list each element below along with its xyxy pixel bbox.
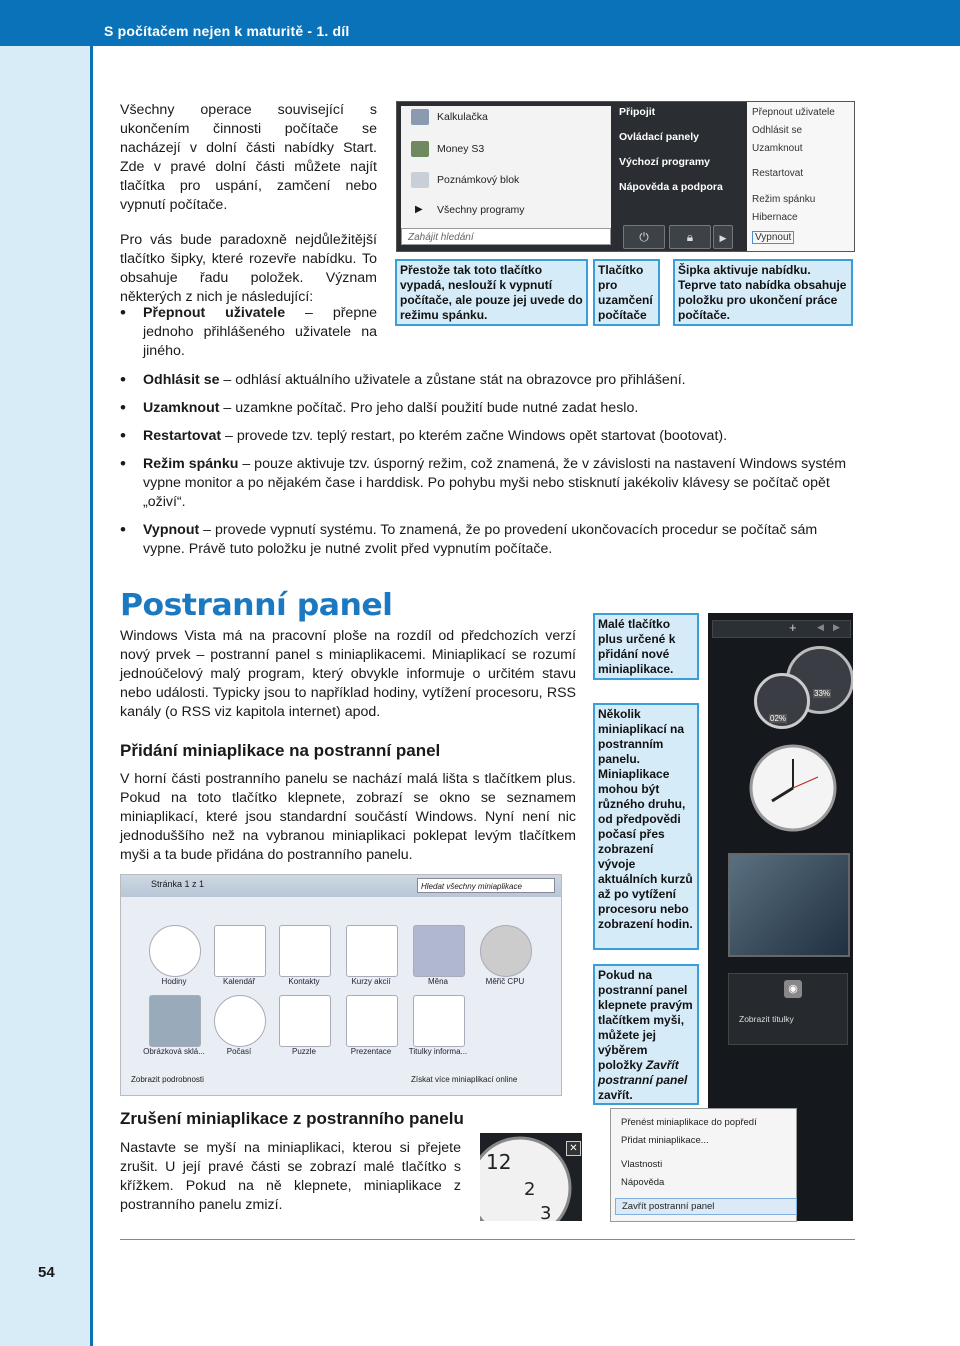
bullet-term: Režim spánku: [143, 456, 239, 472]
rss-icon: ◉: [784, 980, 802, 998]
contacts-gadget-icon[interactable]: [279, 925, 331, 977]
callout-lock: Tlačítko pro uzamčení počítače: [593, 259, 660, 326]
lock-icon: 🔒︎: [686, 230, 694, 244]
bullet-list-part1: [120, 304, 377, 370]
gallery-toolbar: [121, 875, 561, 897]
plus-icon[interactable]: +: [789, 620, 797, 635]
bullet-text: – pouze aktivuje tzv. úsporný režim, což znamená, že v závislosti na nastavení Windows systém vypne monitor a po nějakém čase i harddisk. Po pohybu myši nebo stisknutí jakékoliv klávesy se počítač opět „oživí“.: [143, 456, 847, 510]
bullet-text: – přepne jednoho přihlášeného uživatele na jiného.: [143, 305, 377, 359]
menu-item[interactable]: Odhlásit se: [752, 125, 803, 136]
left-margin-bar: [0, 46, 93, 1346]
chevron-left-icon[interactable]: ◀: [817, 622, 824, 632]
start-link[interactable]: Výchozí programy: [619, 156, 711, 168]
feed-headlines-gadget-icon[interactable]: [413, 995, 465, 1047]
rss-gadget[interactable]: [728, 973, 848, 1045]
menu-item[interactable]: Přepnout uživatele: [752, 107, 835, 118]
paragraph-remove: Nastavte se myší na miniaplikaci, kterou si přejete zrušit. U její pravé části se zobrazí malé tlačítko s křížkem. Pokud na ně klepnete, miniaplikace z postranního panelu zmizí.: [120, 1140, 461, 1213]
start-link[interactable]: Nápověda a podpora: [619, 181, 723, 193]
arrow-right-icon: ▶: [415, 204, 423, 215]
rss-label: Zobrazit titulky: [739, 1014, 794, 1024]
bullet-text: – uzamkne počítač. Pro jeho další použití bude nutné zadat heslo.: [219, 400, 639, 416]
bottom-rule: [120, 1239, 855, 1240]
start-link[interactable]: Ovládací panely: [619, 131, 699, 143]
bullet-term: Vypnout: [143, 522, 200, 538]
arrow-right-icon: ▶: [719, 233, 727, 243]
start-menu-links: [619, 106, 739, 206]
clock-gadget[interactable]: [748, 743, 838, 833]
power-icon: ⏻: [639, 230, 649, 244]
callout-plus-button: Malé tlačítko plus určené k přidání nové miniaplikace.: [593, 613, 699, 680]
picture-puzzle-gadget-icon[interactable]: [149, 995, 201, 1047]
subheading-remove: Zrušení miniaplikace z postranního panelu: [120, 1109, 464, 1128]
bullet-text: – provede vypnutí systému. To znamená, že po provedení ukončovacích procedur se počítač sám vypne. Právě tuto položku je nutné zvolit před vypnutím počítače.: [143, 522, 818, 557]
bullet-term: Odhlásit se: [143, 372, 220, 388]
slideshow-gadget-icon[interactable]: [346, 995, 398, 1047]
page-number: 54: [38, 1264, 55, 1281]
callout-emphasis: Zavřít postranní panel: [598, 1058, 688, 1087]
context-menu-item[interactable]: Přenést miniaplikace do popředí: [621, 1117, 757, 1128]
menu-item[interactable]: Režim spánku: [752, 194, 816, 205]
bullet-item: [120, 371, 860, 390]
memory-readout: 02%: [770, 714, 787, 723]
gadget-label: Hodiny: [161, 977, 187, 986]
show-details-link[interactable]: Zobrazit podrobnosti: [131, 1075, 204, 1084]
gadget-label: Kalendář: [222, 977, 256, 986]
start-item[interactable]: Money S3: [437, 143, 485, 155]
gallery-page-label: Stránka 1 z 1: [151, 879, 205, 889]
svg-text:2: 2: [524, 1179, 536, 1200]
stocks-gadget-icon[interactable]: [346, 925, 398, 977]
svg-text:12: 12: [486, 1150, 512, 1174]
shutdown-arrow-button[interactable]: [713, 225, 733, 249]
bullet-item: [120, 399, 860, 418]
puzzle-gadget-icon[interactable]: [279, 995, 331, 1047]
intro-paragraph-2: Pro vás bude paradoxně nejdůležitější tlačítko šipky, které rozevře nabídku. To obsahuje řadu položek. Význam některých z nich je následující:: [120, 232, 377, 305]
all-programs[interactable]: Všechny programy: [437, 204, 525, 216]
callout-gadgets: Několik miniaplikací na postranním panelu. Miniaplikace mohou být různého druhu, od předpovědi počasí přes zobrazení vývoje aktuálních kurzů až po vytížení procesoru nebo zobrazení hodin.: [593, 703, 699, 950]
currency-gadget-icon[interactable]: [413, 925, 465, 977]
context-menu-item-close-panel[interactable]: Zavřít postranní panel: [615, 1198, 797, 1215]
header-title: S počítačem nejen k maturitě - 1. díl: [104, 23, 350, 39]
context-menu-item[interactable]: Přidat miniaplikace...: [621, 1135, 709, 1146]
gadget-label: Měna: [427, 977, 448, 986]
weather-gadget-icon[interactable]: [214, 995, 266, 1047]
get-more-online-link[interactable]: Získat více miniaplikací online: [411, 1075, 518, 1084]
clock-gadget-icon[interactable]: [149, 925, 201, 977]
paragraph-add: V horní části postranního panelu se nachází malá lišta s tlačítkem plus. Pokud na toto tlačítko klepnete, zobrazí se okno se seznamem miniaplikací, které jsou standardní součástí Windows. Nyní není nic jednoduššího než na vybranou miniaplikaci poklepat levým tlačítkem myši a ta bude přidána do postranního panelu.: [120, 771, 576, 863]
callout-text: zavřít.: [598, 1088, 633, 1102]
menu-item-shutdown[interactable]: Vypnout: [752, 231, 794, 244]
bullet-term: Uzamknout: [143, 400, 220, 416]
lock-button[interactable]: [669, 225, 711, 249]
start-link[interactable]: Připojit: [619, 106, 656, 118]
calendar-gadget-icon[interactable]: [214, 925, 266, 977]
start-menu-programs: [401, 106, 611, 244]
slideshow-gadget[interactable]: [728, 853, 850, 957]
gadget-label: Obrázková sklá...: [143, 1047, 205, 1056]
bullet-item: [120, 304, 377, 361]
gadget-label: Měřič CPU: [485, 977, 525, 986]
callout-sleep: Přestože tak toto tlačítko vypadá, neslouží k vypnutí počítače, ale pouze jej uvede do režimu spánku.: [395, 259, 588, 326]
subheading-add: Přidání miniaplikace na postranní panel: [120, 741, 441, 760]
gadget-close-screenshot: [480, 1133, 582, 1221]
callout-arrow: Šipka aktivuje nabídku. Teprve tato nabídka obsahuje položku pro ukončení práce počítače.: [673, 259, 853, 326]
callout-close-panel: [593, 964, 699, 1105]
svg-text:3: 3: [540, 1203, 552, 1221]
money-icon: [411, 141, 429, 157]
context-menu-item[interactable]: Nápověda: [621, 1177, 665, 1188]
calculator-icon: [411, 109, 429, 125]
section-title: Postranní panel: [120, 588, 393, 623]
bullet-term: Restartovat: [143, 428, 222, 444]
chevron-right-icon[interactable]: ▶: [833, 622, 840, 632]
sidebar-context-menu: [610, 1108, 797, 1222]
start-item[interactable]: Kalkulačka: [437, 111, 488, 123]
menu-item[interactable]: Restartovat: [752, 168, 804, 179]
bullet-item: [120, 427, 860, 446]
bullet-text: – provede tzv. teplý restart, po kterém začne Windows opět startovat (bootovat).: [221, 428, 728, 444]
memory-meter-gadget: [754, 673, 810, 729]
bullet-text: – odhlásí aktuálního uživatele a zůstane stát na obrazovce pro přihlášení.: [219, 372, 686, 388]
gadget-label: Titulky informa...: [408, 1047, 468, 1056]
shutdown-menu: [747, 102, 854, 251]
gadget-label: Počasí: [226, 1047, 252, 1056]
bullet-term: Přepnout uživatele: [143, 305, 286, 321]
power-button[interactable]: [623, 225, 665, 249]
close-icon[interactable]: ✕: [566, 1141, 581, 1156]
bullet-list-part2: [120, 371, 860, 568]
gadget-gallery-screenshot: [120, 874, 562, 1096]
gadget-label: Prezentace: [350, 1047, 392, 1056]
start-search-input[interactable]: Zahájit hledání: [401, 228, 611, 245]
gadget-label: Kontakty: [288, 977, 320, 986]
gallery-search-input[interactable]: Hledat všechny miniaplikace: [417, 878, 555, 893]
menu-item[interactable]: Uzamknout: [752, 143, 803, 154]
intro-paragraph-1: Všechny operace související s ukončením činnosti počítače se nacházejí v dolní části nabídky Start. Zde v pravé dolní části můžete najít tlačítka pro uspání, zamčení nebo vypnutí počítače.: [120, 102, 377, 213]
gadget-label: Kurzy akcií: [351, 977, 391, 986]
sidebar-toolbar: [712, 620, 851, 638]
bullet-item: [120, 521, 860, 559]
start-item[interactable]: Poznámkový blok: [437, 174, 520, 186]
start-menu-screenshot: [396, 101, 855, 252]
cpu-readout: 33%: [814, 689, 831, 698]
menu-item[interactable]: Hibernace: [752, 212, 798, 223]
section-intro: Windows Vista má na pracovní ploše na rozdíl od předchozích verzí nový prvek – postranní panel s miniaplikacemi. Miniaplikací se rozumí jednoúčelový malý program, který obvykle informuje o určitém stavu nebo události. Typicky jsou to například hodiny, vytížení procesoru, RSS kanály (o RSS viz kapitola internet) apod.: [120, 628, 576, 720]
intro-text: [120, 101, 377, 307]
notepad-icon: [411, 172, 429, 188]
context-menu-item[interactable]: Vlastnosti: [621, 1159, 663, 1170]
callout-text: Pokud na postranní panel klepnete pravým tlačítkem myši, můžete jej výběrem položky: [598, 968, 693, 1072]
gadget-label: Puzzle: [291, 1047, 316, 1056]
cpu-meter-gadget-icon[interactable]: [480, 925, 532, 977]
bullet-item: [120, 455, 860, 512]
